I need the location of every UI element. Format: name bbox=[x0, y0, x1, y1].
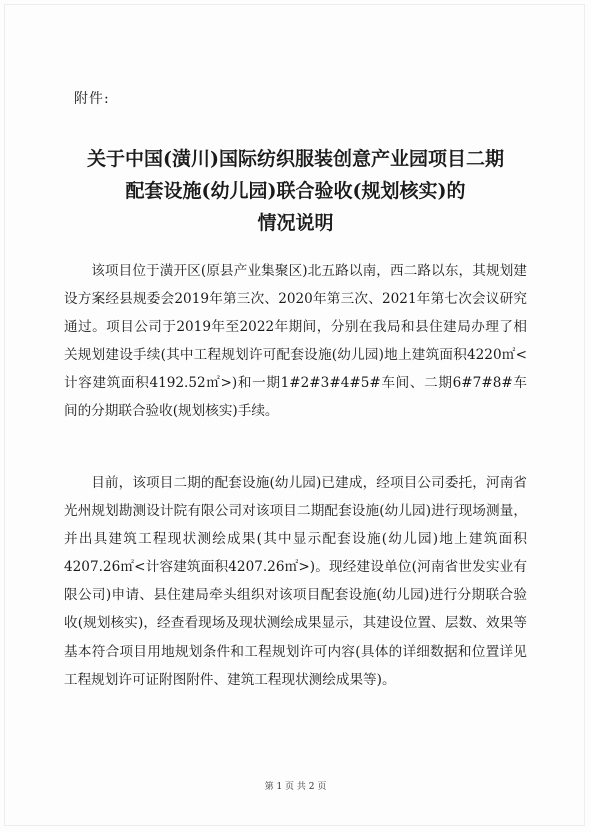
title-line-1: 关于中国(潢川)国际纺织服装创意产业园项目二期 bbox=[87, 148, 504, 170]
page-footer: 第 1 页 共 2 页 bbox=[264, 782, 327, 792]
body-paragraph-2: 目前，该项目二期的配套设施(幼儿园)已建成，经项目公司委托，河南省光州规划勘测设计院有限公司对该项目二期配套设施(幼儿园)进行现场测量，并出具建筑工程现状测绘成果(其中显示配套设施(幼儿园)地上建筑面积4207.26㎡<计容建筑面积4207.26㎡>)。现经建设单位(河南省世发实业有限公司)申请、县住建局牵头组织对该项目配套设施(幼儿园)进行分期联合验收(规划核实)，经查看现场及现状测绘成果显示，其建设位置、层数、效果等基本符合项目用地规划条件和工程规划许可内容(具体的详细数据和位置详见工程规划许可证附图附件、建筑工程现状测绘成果等)。 bbox=[64, 475, 527, 688]
title-line-3: 情况说明 bbox=[257, 212, 334, 234]
body-paragraph-1-container bbox=[64, 257, 527, 426]
body-paragraph-1: 该项目位于潢开区(原县产业集聚区)北五路以南，西二路以东，其规划建设方案经县规委会2019年第三次、2020年第三次、2021年第七次会议研究通过。项目公司于2019年至2022年期间，分别在我局和县住建局办理了相关规划建设手续(其中工程规划许可配套设施(幼儿园)地上建筑面积4220㎡<计容建筑面积4192.52㎡>)和一期1#2#3#4#5#车间、二期6#7#8#车间的分期联合验收(规划核实)手续。 bbox=[64, 263, 527, 420]
attachment-label: 附件: bbox=[74, 91, 110, 107]
document-title bbox=[40, 143, 551, 239]
title-line-2: 配套设施(幼儿园)联合验收(规划核实)的 bbox=[125, 180, 466, 202]
body-paragraph-2-container bbox=[64, 469, 527, 694]
